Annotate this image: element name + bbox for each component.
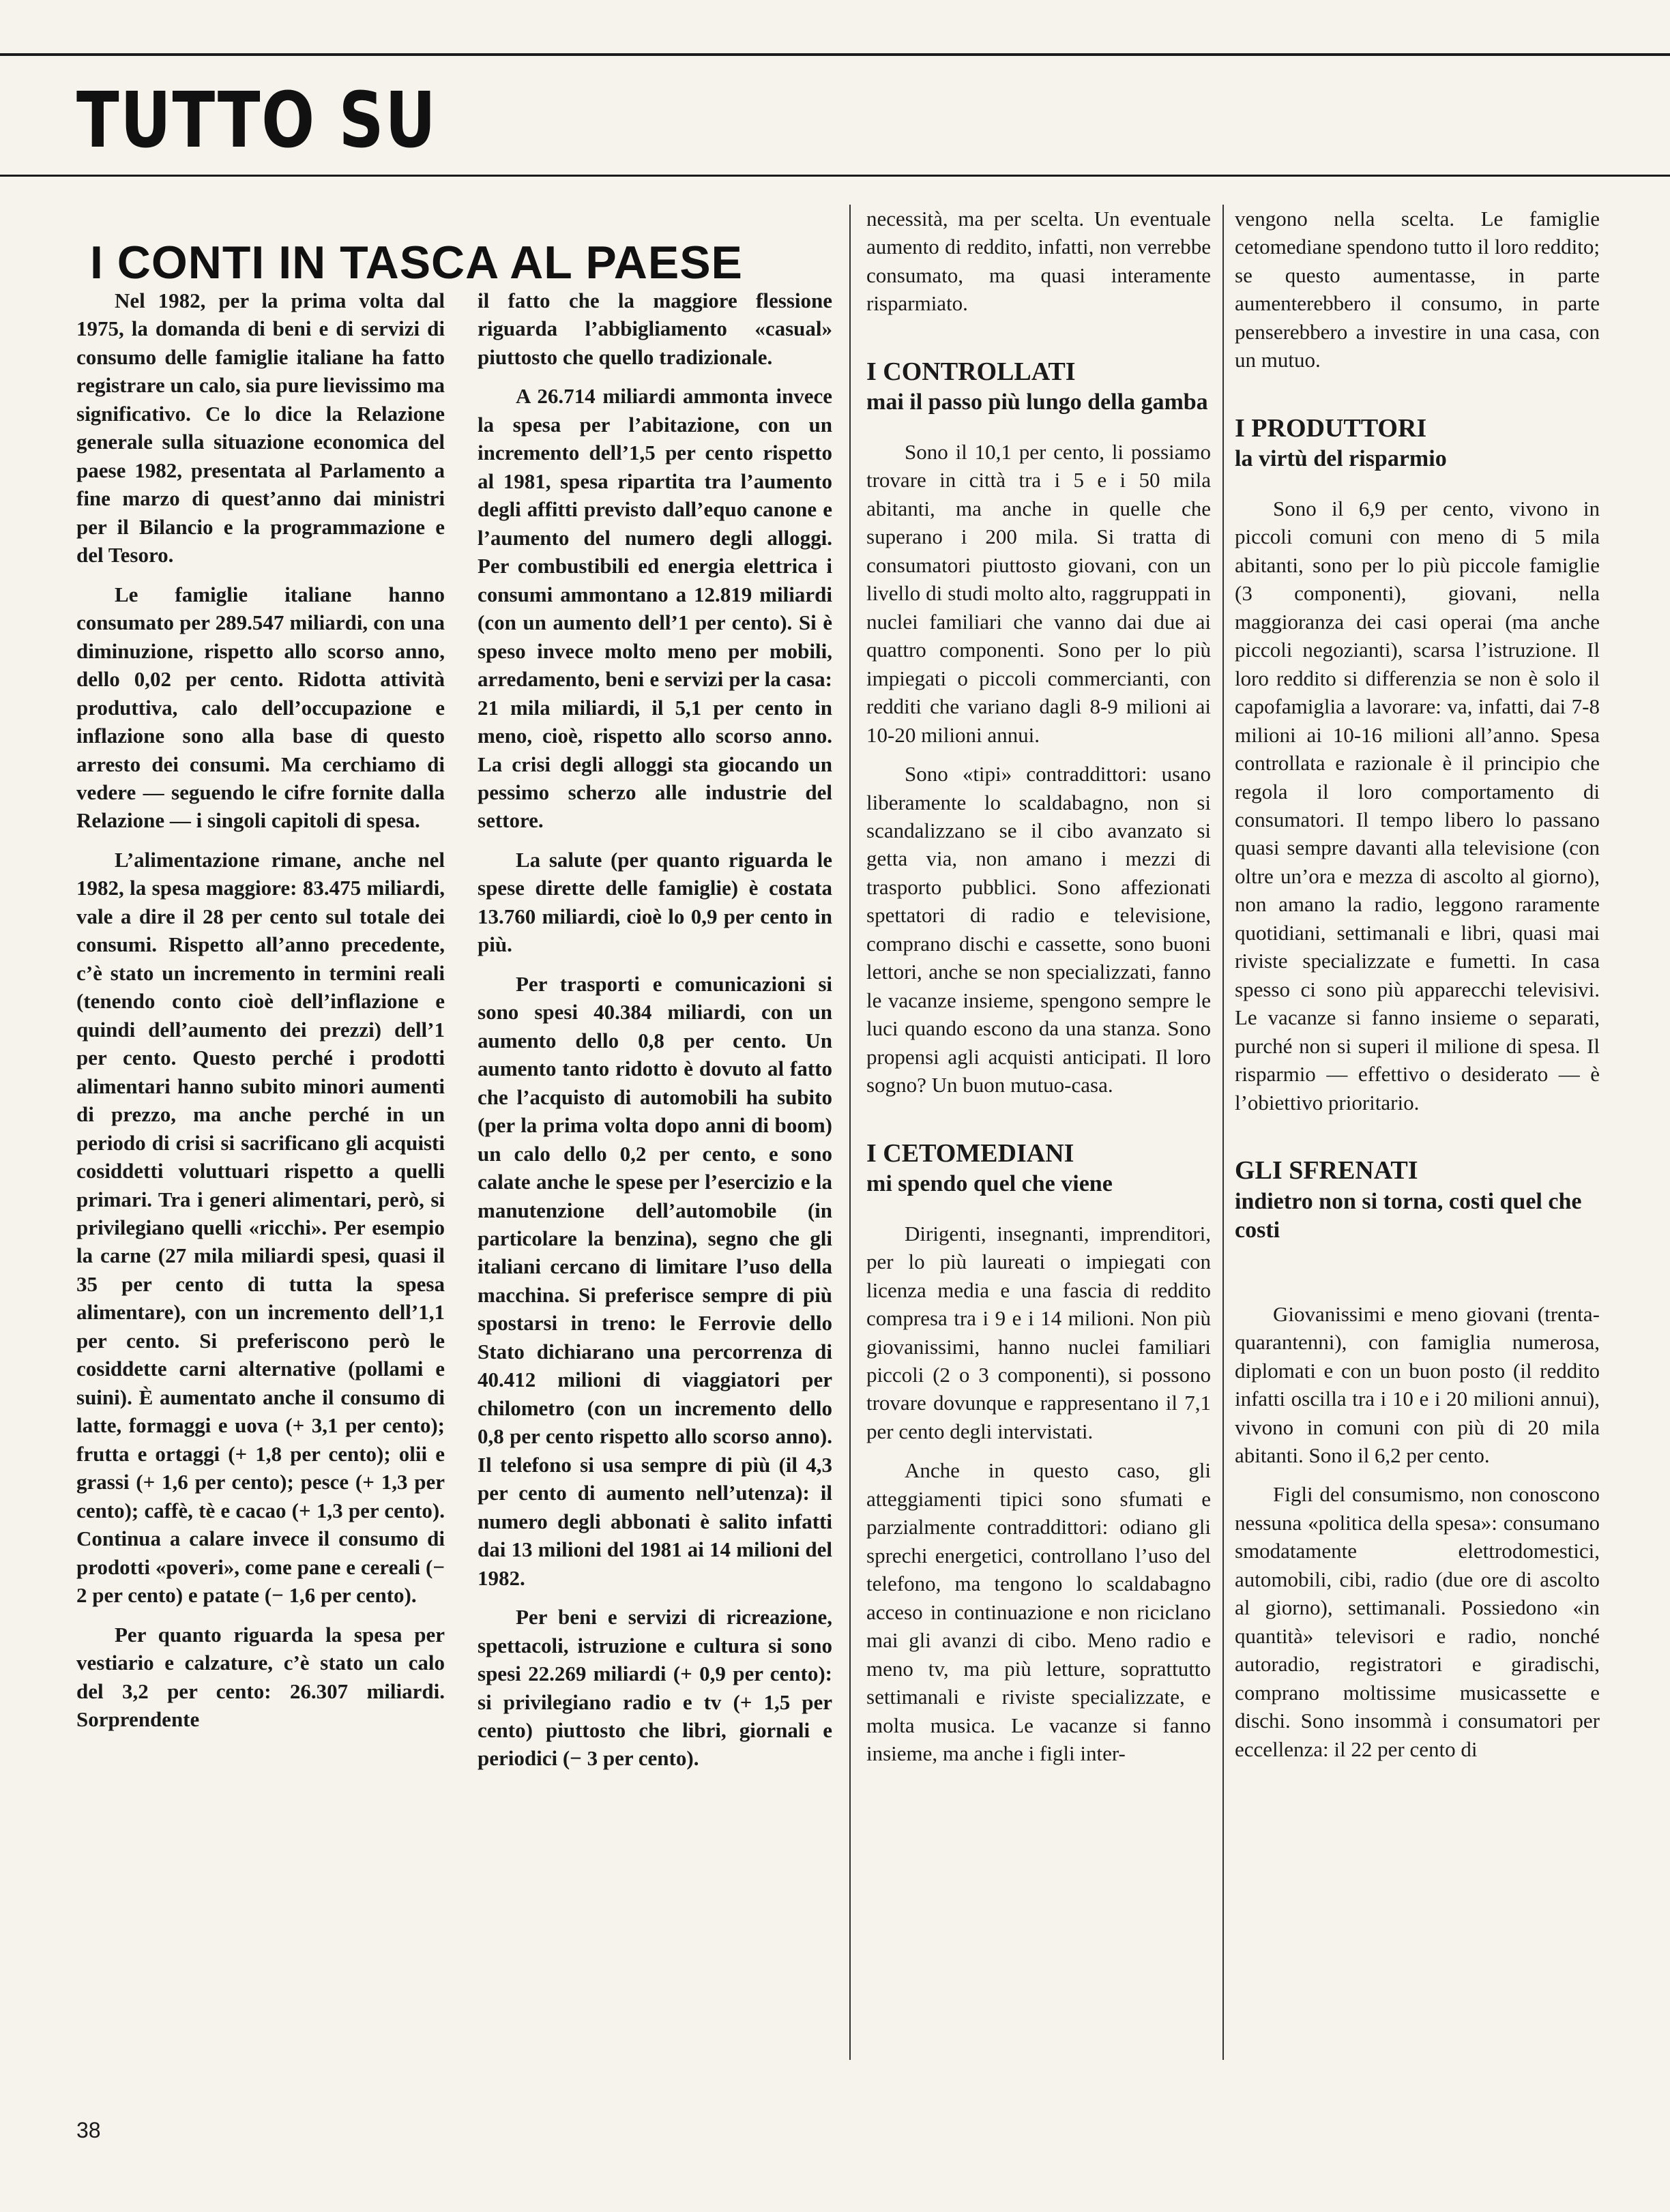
paragraph: La salute (per quanto riguarda le spese dirette delle famiglie) è costata 13.760 miliardi, cioè lo 0,9 per cento in più. xyxy=(478,847,832,957)
paragraph: Sono il 6,9 per cento, vivono in piccoli comuni con meno di 5 mila abitanti, sono per lo più piccole famiglie (3 componenti), giovani, nella maggioranza dei casi operai (ma anche piccoli negozianti), scarsa l’istruzione. Il loro reddito si differenzia se non è solo il capofamiglia a lavorare: va, infatti, dai 7-8 milioni ai 10-16 milioni all’anno. Spesa controllata e razionale è il principio che regola il loro comportamento di consumatori. Il tempo libero lo passano quasi sempre davanti alla televisione (con oltre un’ora e mezza di ascolto al giorno), non amano la radio, leggono raramente quotidiani, settimanali e libri, quasi mai riviste specializzate e fumetti. In casa spesso ci sono più apparecchi televisivi. Le vacanze si fanno insieme o separati, purché non si superi il milione di spesa. Il risparmio — effettivo o desiderato — è l’obiettivo prioritario. xyxy=(1235,496,1600,1115)
column-2 xyxy=(478,286,832,1773)
section-title-text: GLI SFRENATI xyxy=(1235,1156,1418,1185)
paragraph: Per trasporti e comunicazioni si sono spesi 40.384 miliardi, con un aumento dello 0,8 per cento. Un aumento tanto ridotto è dovuto al fatto che l’acquisto di automobili ha subito (per la prima volta dopo anni di boom) un calo dello 0,2 per cento, e sono calate anche le spese per l’esercizio e la manutenzione dell’automobile (in particolare la benzina), segno che gli italiani cercano di limitare l’uso della macchina. Si preferisce sempre di più spostarsi in treno: le Ferrovie dello Stato dichiarano una percorrenza di 40.412 milioni di viaggiatori per chilometro (con un incremento dello 0,8 per cento rispetto allo scorso anno). Il telefono si usa sempre di più (il 4,3 per cento di aumento nell’utenza): il numero degli abbonati è salito infatti dai 13 milioni del 1981 ai 14 milioni del 1982. xyxy=(478,971,832,1590)
paragraph: A 26.714 miliardi ammonta invece la spesa per l’abitazione, con un incremento dell’1,5 per cento rispetto al 1981, spesa ripartita tra l’aumento degli affitti previsto dall’equo canone e l’aumento del numero degli alloggi. Per combustibili ed energia elettrica i consumi ammontano a 12.819 miliardi (con un aumento dell’1 per cento). Si è speso invece molto meno per mobili, arredamento, beni e servizi per la casa: 21 mila miliardi, il 5,1 per cento in meno, cioè, rispetto allo scorso anno. La crisi degli alloggi sta giocando un pessimo scherzo alle industrie del settore. xyxy=(478,384,832,833)
paragraph: Figli del consumismo, non conoscono nessuna «politica della spesa»: consumano smodatamente elettrodomestici, automobili, cibi, radio (due ore di ascolto al giorno), settimanali. Possiedono «in quantità» televisori e radio, nonché autoradio, registratori e giradischi, comprano moltissime musicassette e dischi. Sono insommà i consumatori per eccellenza: il 22 per cento di xyxy=(1235,1482,1600,1761)
section-subtitle: mi spendo quel che viene xyxy=(866,1171,1113,1197)
paragraph: Sono il 10,1 per cento, li possiamo trovare in città tra i 5 e i 50 mila abitanti, ma anche in quelle che superano i 200 mila. Si tratta di consumatori piuttosto giovani, con un livello di studi molto alto, raggruppati in nuclei familiari che vanno dai due ai quattro componenti. Sono per lo più impiegati o piccoli commercianti, con redditi che variano dagli 8-9 milioni ai 10-20 milioni annui. xyxy=(866,439,1211,747)
paragraph: Per beni e servizi di ricreazione, spettacoli, istruzione e cultura si sono spesi 22.269 miliardi (+ 0,9 per cento): si privilegiano radio e tv (+ 1,5 per cento) piuttosto che libri, giornali e periodici (− 3 per cento). xyxy=(478,1605,832,1771)
paragraph: Anche in questo caso, gli atteggiamenti tipici sono sfumati e parzialmente contraddittori: odiano gli sprechi energetici, controllano l’uso del telefono, ma tengono lo scaldabagno acceso in continuazione e non riciclano mai gli avanzi di cibo. Meno radio e meno tv, ma più letture, soprattutto settimanali e riviste specializzate, e molta musica. Le vacanze si fanno insieme, ma anche i figli inter- xyxy=(866,1458,1211,1766)
article-title: I CONTI IN TASCA AL PAESE xyxy=(90,236,743,289)
paragraph: Sono «tipi» contraddittori: usano liberamente lo scaldabagno, non si scandalizzano se il cibo avanzato si getta via, non amano i mezzi di trasporto pubblici. Sono affezionati spettatori di radio e televisione, comprano dischi e cassette, sono buoni lettori, anche se non specializzati, fanno le vacanze insieme, spengono sempre le luci quando escono da una stanza. Sono propensi agli acquisti anticipati. Il loro sogno? Un buon mutuo-casa. xyxy=(866,762,1211,1097)
paragraph: necessità, ma per scelta. Un eventuale aumento di reddito, infatti, non verrebbe consumato, ma quasi interamente risparmiato. xyxy=(866,207,1211,316)
section-subtitle: la virtù del risparmio xyxy=(1235,446,1447,472)
section-title-text: I CETOMEDIANI xyxy=(866,1138,1074,1168)
section-title-sfrenati xyxy=(1235,1155,1600,1245)
paragraph: vengono nella scelta. Le famiglie cetomediane spendono tutto il loro reddito; se questo aumentasse, in parte aumenterebbero il consumo, in parte penserebbero a investire in una casa, con un mutuo. xyxy=(1235,207,1600,372)
section-title-cetomediani xyxy=(866,1138,1211,1199)
column-divider xyxy=(1222,205,1224,2060)
column-divider xyxy=(849,205,851,2060)
top-rule xyxy=(0,53,1670,56)
section-header: TUTTO SU xyxy=(76,76,437,165)
page-number: 38 xyxy=(76,2118,101,2142)
paragraph: Dirigenti, insegnanti, imprenditori, per lo più laureati o impiegati con licenza media e una fascia di reddito compresa tra i 9 e i 14 milioni. Non più giovanissimi, hanno nuclei familiari piccoli (2 o 3 componenti), si possono trovare dovunque e rappresentano il 7,1 per cento degli intervistati. xyxy=(866,1221,1211,1443)
paragraph: L’alimentazione rimane, anche nel 1982, la spesa maggiore: 83.475 miliardi, vale a dire il 28 per cento sul totale dei consumi. Rispetto all’anno precedente, c’è stato un incremento in termini reali (tenendo conto cioè dell’inflazione e quindi dell’aumento dei prezzi) dell’1 per cento. Questo perché i prodotti alimentari hanno subito minori aumenti di prezzo, ma anche perché in un periodo di crisi si sacrificano gli acquisti cosiddetti voluttuari rispetto a quelli primari. Tra i generi alimentari, però, si privilegiano quelli «ricchi». Per esempio la carne (27 mila miliardi spesi, quasi il 35 per cento di tutta la spesa alimentare), con un incremento dell’1,1 per cento. Si preferiscono però le cosiddette carni alternative (pollami e suini). È aumentato anche il consumo di latte, formaggi e uova (+ 3,1 per cento); frutta e ortaggi (+ 1,8 per cento); olii e grassi (+ 1,6 per cento); pesce (+ 1,3 per cento); caffè, tè e cacao (+ 1,3 per cento). Continua a calare invece il consumo di prodotti «poveri», come pane e cereali (− 2 per cento) e patate (− 1,6 per cento). xyxy=(76,847,445,1608)
column-1 xyxy=(76,286,445,1733)
column-3 xyxy=(866,205,1211,1768)
section-title-produttori xyxy=(1235,413,1600,474)
section-subtitle: mai il passo più lungo della gamba xyxy=(866,389,1208,415)
section-title-controllati xyxy=(866,356,1211,417)
section-title-text: I PRODUTTORI xyxy=(1235,413,1427,443)
paragraph: Per quanto riguarda la spesa per vestiario e calzature, c’è stato un calo del 3,2 per cento: 26.307 miliardi. Sorprendente xyxy=(76,1622,445,1731)
paragraph: Nel 1982, per la prima volta dal 1975, la domanda di beni e di servizi di consumo delle famiglie italiane ha fatto registrare un calo, sia pure lievissimo ma significativo. Ce lo dice la Relazione generale sulla situazione economica del paese 1982, presentata al Parlamento a fine marzo di quest’anno dai ministri per il Bilancio e la programmazione e del Tesoro. xyxy=(76,289,445,567)
paragraph: il fatto che la maggiore flessione riguarda l’abbigliamento «casual» piuttosto che quello tradizionale. xyxy=(478,289,832,369)
column-4 xyxy=(1235,205,1600,1763)
section-title-text: I CONTROLLATI xyxy=(866,357,1076,386)
section-subtitle: indietro non si torna, costi quel che costi xyxy=(1235,1188,1582,1243)
paragraph: Le famiglie italiane hanno consumato per 289.547 miliardi, con una diminuzione, rispetto allo scorso anno, dello 0,02 per cento. Ridotta attività produttiva, calo dell’occupazione e inflazione sono alla base di questo arresto dei consumi. Ma cerchiamo di vedere — seguendo le cifre fornite dalla Relazione — i singoli capitoli di spesa. xyxy=(76,582,445,833)
paragraph: Giovanissimi e meno giovani (trenta-quarantenni), con famiglia numerosa, diplomati e con un buon posto (il reddito infatti oscilla tra i 10 e i 20 milioni annui), vivono in comuni con più di 20 mila abitanti. Sono il 6,2 per cento. xyxy=(1235,1301,1600,1467)
header-rule xyxy=(0,175,1670,177)
